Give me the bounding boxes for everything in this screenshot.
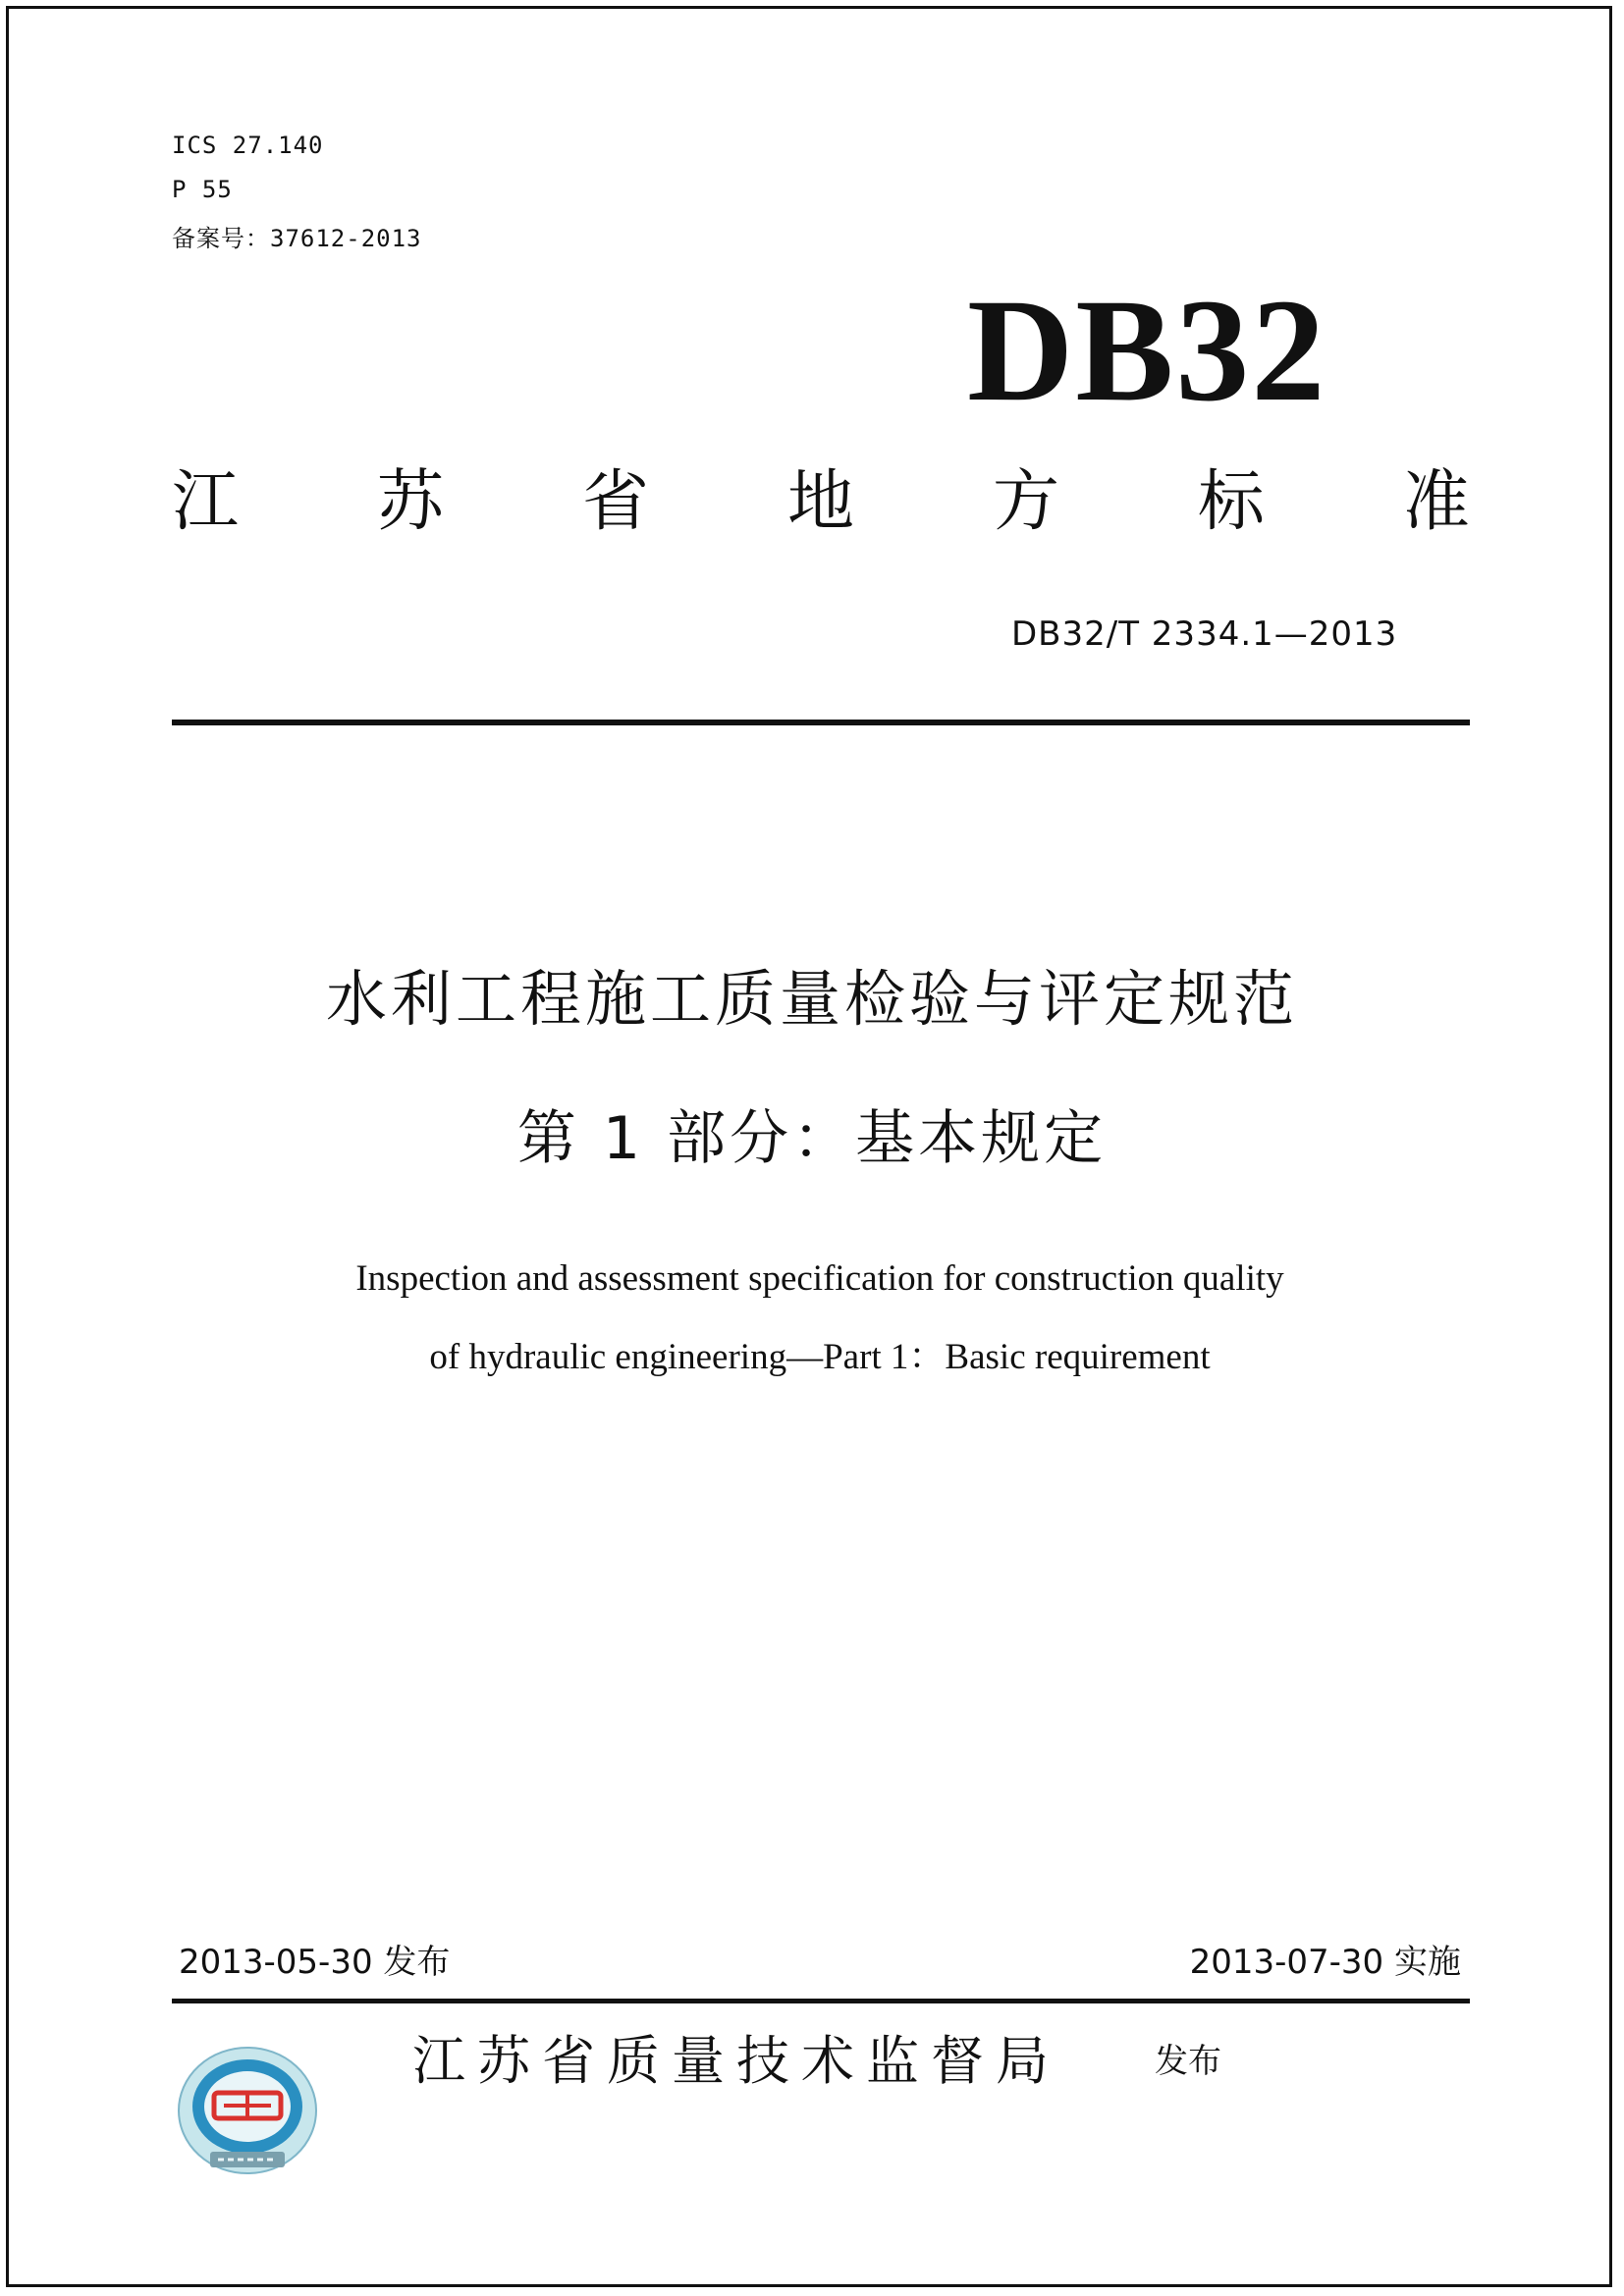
standard-type-char: 苏 <box>376 463 444 541</box>
implementation-date: 2013-07-30 实施 <box>1189 1943 1461 1982</box>
filing-number: 备案号：37612-2013 <box>172 225 422 252</box>
title-english-line2: of hydraulic engineering—Part 1：Basic requirement <box>429 1337 1211 1377</box>
anti-counterfeit-seal-icon <box>169 2044 326 2183</box>
standard-type-char: 地 <box>786 463 854 541</box>
bottom-divider <box>172 1999 1470 2003</box>
standard-number: DB32/T 2334.1—2013 <box>1011 614 1398 654</box>
standard-type-char: 省 <box>581 463 649 541</box>
issuer-suffix: 发布 <box>1155 2042 1221 2081</box>
standard-type-heading <box>172 463 1470 541</box>
subtitle-chinese: 第 1 部分：基本规定 <box>516 1104 1108 1173</box>
db-code-heading: DB32 <box>967 269 1327 432</box>
classification-code: P 55 <box>172 176 233 203</box>
issue-date: 2013-05-30 发布 <box>179 1943 451 1982</box>
standard-type-char: 标 <box>1197 463 1265 541</box>
top-divider <box>172 720 1470 725</box>
title-english-line1: Inspection and assessment specification for construction quality <box>355 1258 1284 1299</box>
issuer-name: 江苏省质量技术监督局 <box>412 2030 1060 2092</box>
standard-type-char: 方 <box>992 463 1059 541</box>
ics-code: ICS 27.140 <box>172 132 324 159</box>
title-chinese: 水利工程施工质量检验与评定规范 <box>325 963 1298 1035</box>
standard-type-char: 江 <box>172 463 240 541</box>
standard-type-char: 准 <box>1402 463 1470 541</box>
